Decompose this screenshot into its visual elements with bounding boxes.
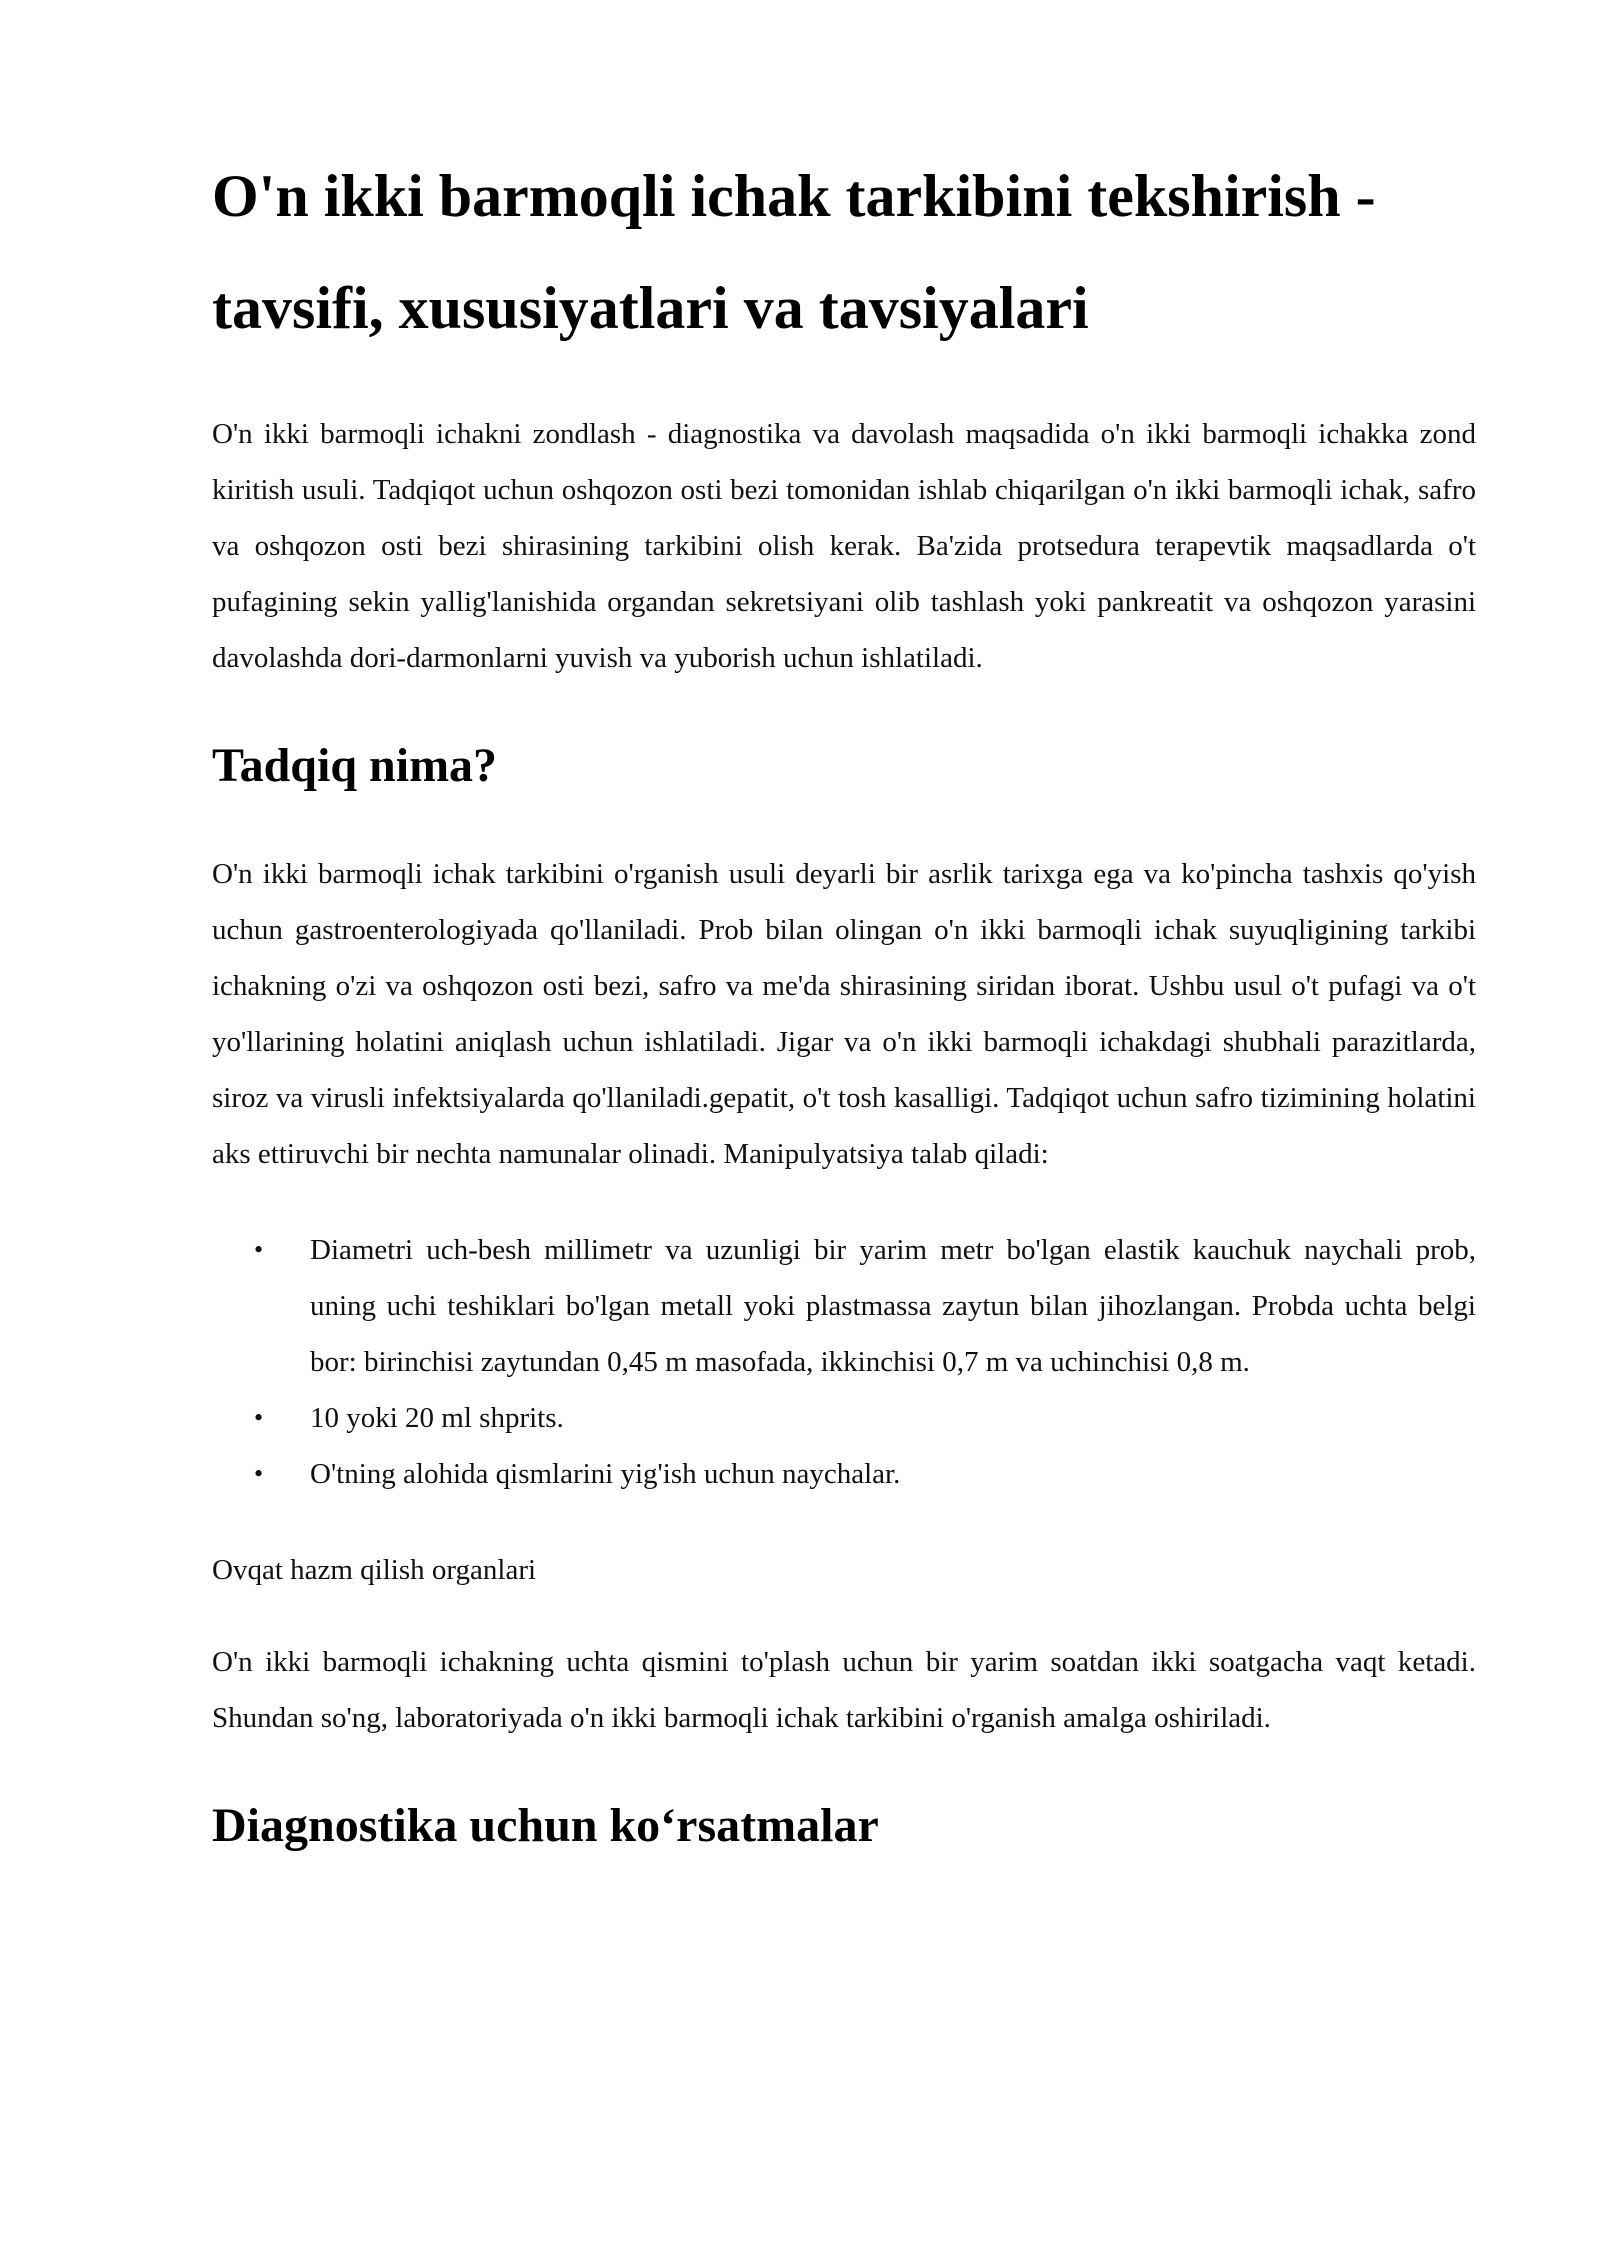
bullet-icon: • <box>254 1235 264 1264</box>
document-page <box>212 140 1476 1856</box>
list-item-text: O'tning alohida qismlarini yig'ish uchun naychalar. <box>310 1458 901 1490</box>
bullet-icon: • <box>254 1459 264 1488</box>
section-paragraph: O'n ikki barmoqli ichak tarkibini o'rganish usuli deyarli bir asrlik tarixga ega va ko'pincha tashxis qo'yish uchun gastroenterologiyada qo'llaniladi. Prob bilan olingan o'n ikki barmoqli ichak suyuqligining tarkibi ichakning o'zi va oshqozon osti bezi, safro va me'da shirasining siridan iborat. Ushbu usul o't pufagi va o't yo'llarining holatini aniqlash uchun ishlatiladi. Jigar va o'n ikki barmoqli ichakdagi shubhali parazitlarda, siroz va virusli infektsiyalarda qo'llaniladi.gepatit, o't tosh kasalligi. Tadqiqot uchun safro tizimining holatini aks ettiruvchi bir nechta namunalar olinadi. Manipulyatsiya talab qiladi: <box>212 858 1476 1170</box>
list-item <box>254 1390 1476 1446</box>
list-item <box>254 1222 1476 1390</box>
section-heading-tadqiq: Tadqiq nima? <box>212 739 498 792</box>
equipment-list <box>212 1222 1476 1502</box>
document-title: O'n ikki barmoqli ichak tarkibini tekshirish - tavsifi, xususiyatlari va tavsiyalari <box>212 163 1376 341</box>
list-item-text: 10 yoki 20 ml shprits. <box>310 1402 564 1434</box>
list-item-text: Diametri uch-besh millimetr va uzunligi bir yarim metr bo'lgan elastik kauchuk naychali prob, uning uchi teshiklari bo'lgan metall yoki plastmassa zaytun bilan jihozlangan. Probda uchta belgi bor: birinchisi zaytundan 0,45 m masofada, ikkinchisi 0,7 m va uchinchisi 0,8 m. <box>310 1234 1476 1378</box>
image-caption: Ovqat hazm qilish organlari <box>212 1554 537 1586</box>
bullet-icon: • <box>254 1403 264 1432</box>
intro-paragraph: O'n ikki barmoqli ichakni zondlash - diagnostika va davolash maqsadida o'n ikki barmoqli ichakka zond kiritish usuli. Tadqiqot uchun oshqozon osti bezi tomonidan ishlab chiqarilgan o'n ikki barmoqli ichak, safro va oshqozon osti bezi shirasining tarkibini olish kerak. Ba'zida protsedura terapevtik maqsadlarda o't pufagining sekin yallig'lanishida organdan sekretsiyani olib tashlash yoki pankreatit va oshqozon yarasini davolashda dori-darmonlarni yuvish va yuborish uchun ishlatiladi. <box>212 418 1476 674</box>
list-item <box>254 1446 1476 1502</box>
section-heading-diagnostika: Diagnostika uchun koʻrsatmalar <box>212 1799 879 1852</box>
closing-paragraph: O'n ikki barmoqli ichakning uchta qismini to'plash uchun bir yarim soatdan ikki soatgacha vaqt ketadi. Shundan so'ng, laboratoriyada o'n ikki barmoqli ichak tarkibini o'rganish amalga oshiriladi. <box>212 1646 1476 1734</box>
